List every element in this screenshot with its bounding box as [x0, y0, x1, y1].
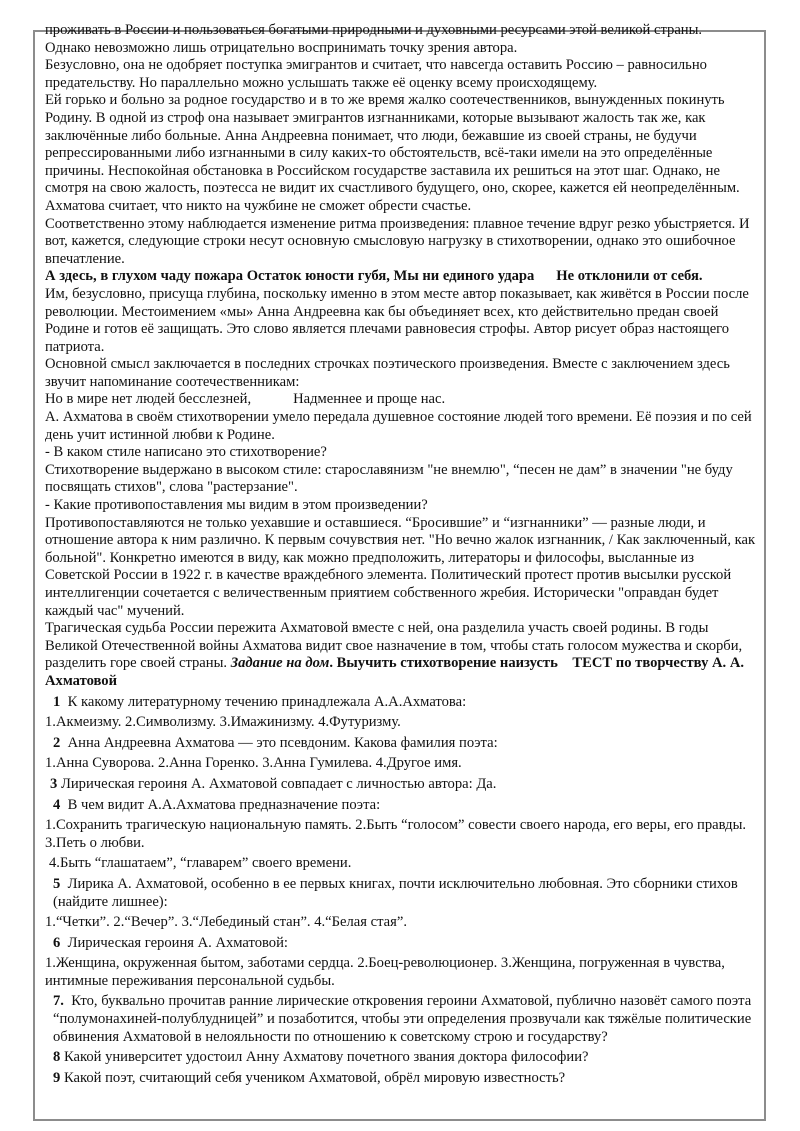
paragraph: А. Ахматова в своём стихотворении умело передала душевное состояние людей того времени. Её поэзия и по сей день учит истинной любви к Родине.	[45, 409, 752, 443]
test-answers: 1.Женщина, окруженная бытом, заботами сердца. 2.Боец-революционер. 3.Женщина, погруженная в чувства, интимные переживания персональной судьбы.	[45, 955, 725, 989]
question-number: 9	[53, 1069, 61, 1086]
test-question	[45, 694, 757, 712]
paragraph: Однако невозможно лишь отрицательно воспринимать точку зрения автора.	[45, 39, 518, 56]
test-answers: 1.Анна Суворова. 2.Анна Горенко. 3.Анна Гумилева. 4.Другое имя.	[45, 755, 462, 772]
document-page	[45, 22, 757, 1087]
question-number: 5	[53, 875, 61, 892]
paragraph: проживать в России и пользоваться богатыми природными и духовными ресурсами этой великой страны.	[45, 22, 703, 38]
quote-line: А здесь, в глухом чаду пожара Остаток юности губя, Мы ни единого удара	[45, 268, 535, 285]
paragraph: Соответственно этому наблюдается изменение ритма произведения: плавное течение вдруг резко убыстряется. И вот, кажется, следующие строки несут основную смысловую нагрузку в стихотворении, однако это ошибочное впечатление.	[45, 215, 750, 267]
question-line: - Какие противопоставления мы видим в этом произведении?	[45, 497, 428, 514]
test-question	[45, 735, 757, 753]
question-text: Кто, буквально прочитав ранние лирические откровения героини Ахматовой, публично назовёт самого поэта “полумонахиней-полублудницей” и позаботится, чтобы эти определения прозвучали как тяжёлые политические обвинения Ахматовой в нелояльности по отношению к советскому строю и государству?	[53, 993, 752, 1045]
paragraph: Стихотворение выдержано в высоком стиле: старославянизм "не внемлю", “песен не дам” в значении "не буду посвящать стихов", слова "растерзание".	[45, 461, 733, 496]
question-text: К какому литературному течению принадлежала А.А.Ахматова:	[67, 693, 467, 710]
test-answers: 4.Быть “глашатаем”, “главарем” своего времени.	[49, 855, 352, 872]
test-question	[45, 1049, 757, 1067]
poem-quote-bold	[45, 268, 757, 286]
question-text: Лирическая героиня А. Ахматовой:	[67, 934, 288, 951]
question-line: - В каком стиле написано это стихотворение?	[45, 444, 327, 461]
question-number: 3	[50, 775, 58, 792]
question-number: 8	[53, 1049, 61, 1066]
question-number: 6	[53, 934, 61, 951]
test-question	[45, 776, 757, 794]
test-question	[45, 1070, 757, 1088]
question-text: В чем видит А.А.Ахматова предназначение поэта:	[67, 796, 381, 813]
test-question	[45, 876, 757, 911]
test-title: ТЕСТ по творчеству А. А. Ахматовой	[45, 655, 745, 689]
paragraph: Ей горько и больно за родное государство и в то же время жалко соотечественников, вынужденных покинуть Родину. В одной из строф она называет эмигрантов изгнанниками, которые вызывают жалость так же, как заключённые либо больные. Анна Андреевна понимает, что люди, бежавшие из своей страны, не будучи репрессированными либо изгнанными в силу каких-то обстоятельств, всё-таки имели на это определённые причины. Неспокойная обстановка в Российском государстве заставила их решиться на этот шаг. Однако, не смотря на свою жалость, поэтесса не видит их счастливого будущего, оно, скорее, кажется ей неопределённым. Ахматова считает, что никто на чужбине не сможет обрести счастье.	[45, 92, 740, 214]
quote-line: Но в мире нет людей бесслезней,	[45, 391, 252, 408]
question-text: Какой университет удостоил Анну Ахматову почетного звания доктора философии?	[63, 1049, 589, 1066]
poem-quote	[45, 391, 757, 409]
test-question	[45, 993, 757, 1046]
question-text: Анна Андреевна Ахматова — это псевдоним. Какова фамилия поэта:	[67, 734, 498, 751]
question-text: Какой поэт, считающий себя учеником Ахматовой, обрёл мировую известность?	[63, 1069, 566, 1086]
test-question	[45, 935, 757, 953]
quote-line: Надменнее и проще нас.	[293, 391, 446, 408]
quote-line: Не отклонили от себя.	[556, 268, 703, 285]
paragraph: Основной смысл заключается в последних строчках поэтического произведения. Вместе с заключением здесь звучит напоминание соотечественникам:	[45, 356, 730, 390]
test-question	[45, 797, 757, 815]
paragraph: Безусловно, она не одобряет поступка эмигрантов и считает, что навсегда оставить Россию – равносильно предательству. Но параллельно можно услышать также её оценку всему происходящему.	[45, 57, 707, 91]
test-answers: 1.Сохранить трагическую национальную память. 2.Быть “голосом” совести своего народа, его веры, его правды. 3.Петь о любви.	[45, 817, 747, 851]
test-answers: 1.“Четки”. 2.“Вечер”. 3.“Лебединый стан”. 4.“Белая стая”.	[45, 914, 407, 931]
test-answers: 1.Акмеизму. 2.Символизму. 3.Имажинизму. 4.Футуризму.	[45, 714, 401, 731]
paragraph-homework	[45, 620, 757, 690]
homework-label: Задание на дом	[230, 655, 330, 672]
paragraph: Им, безусловно, присуща глубина, поскольку именно в этом месте автор показывает, как живётся в России после революции. Местоимением «мы» Анна Андреевна как бы объединяет всех, кто действительно предан своей Родине и готов её защищать. Это слово является плечами равновесия строфы. Автор рисует образ настоящего патриота.	[45, 285, 749, 355]
paragraph-text: Трагическая судьба России пережита Ахматовой вместе с ней, она разделила участь своей родины. В годы Великой Отечественной войны Ахматова видит свое назначение в том, чтобы стать голосом мужества и скорби, разделить горе своей страны.	[45, 620, 743, 672]
homework-text: . Выучить стихотворение наизусть	[329, 655, 558, 672]
paragraph: Противопоставляются не только уехавшие и оставшиеся. “Бросившие” и “изгнанники” — разные люди, и отношение автора к ним различно. К первым сочувствия нет. "Но вечно жалок изгнанник, / Как заключенный, как больной". Конкретно имеются в виду, как можно предположить, литераторы и философы, высланные из Советской России в 1922 г. в качестве враждебного элемента. Политический протест против высылки русской интеллигенции сочетается с величественным приятием собственного жребия. Исторически "оправдан будет каждый час" мучений.	[45, 514, 756, 619]
question-number: 1	[53, 693, 61, 710]
question-text: Лирическая героиня А. Ахматовой совпадает с личностью автора: Да.	[60, 775, 497, 792]
question-number: 7.	[53, 993, 64, 1010]
question-number: 2	[53, 734, 61, 751]
question-text: Лирика А. Ахматовой, особенно в ее первых книгах, почти исключительно любовная. Это сборники стихов (найдите лишнее):	[53, 875, 738, 910]
question-number: 4	[53, 796, 61, 813]
